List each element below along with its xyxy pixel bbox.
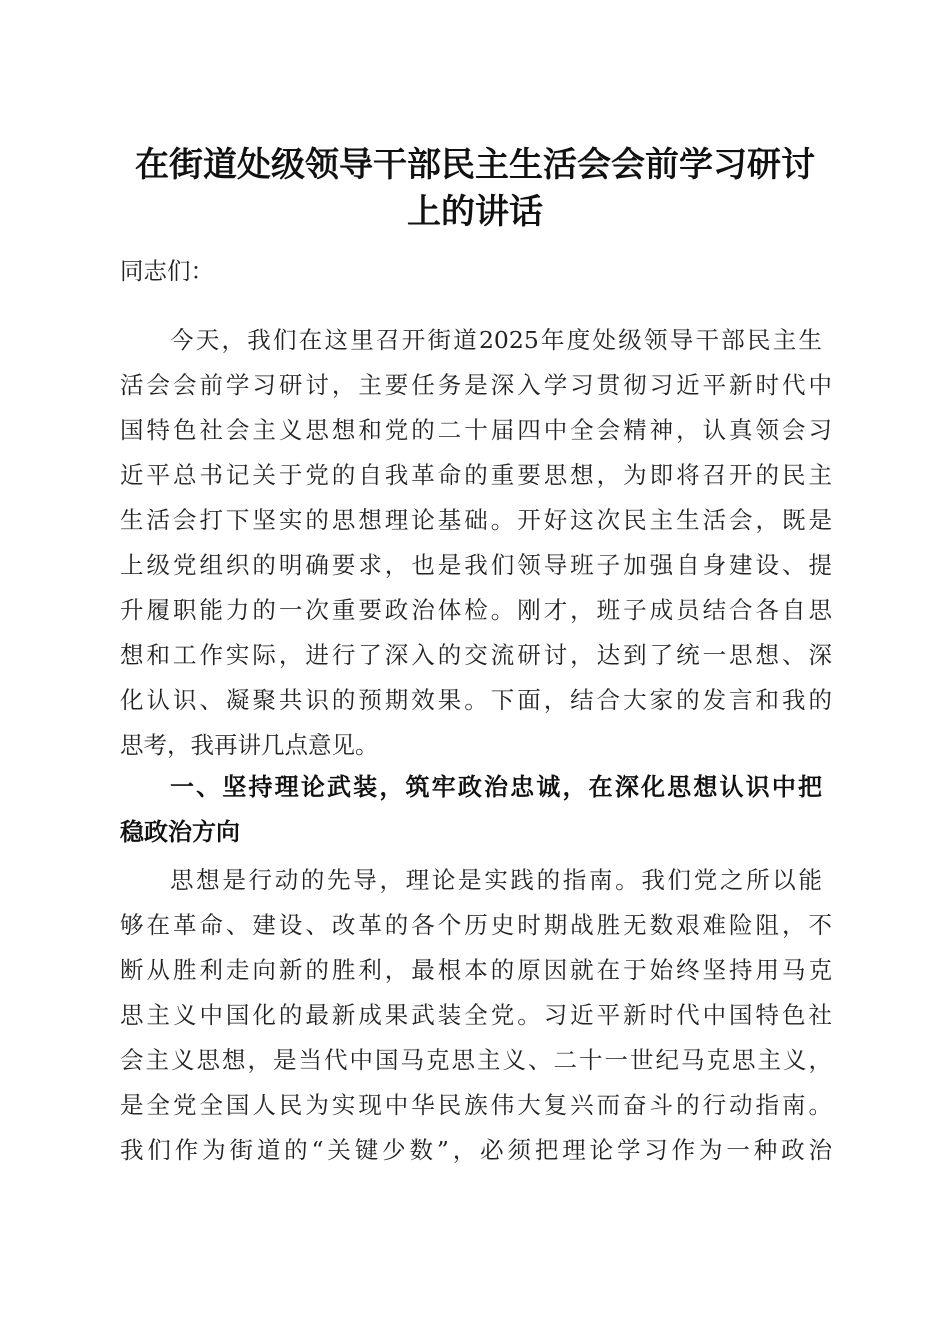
section-heading-1-line-2: 稳政治方向 xyxy=(120,818,240,846)
text-line: 我们作为街道的“关键少数”，必须把理论学习作为一种政治 xyxy=(120,1136,832,1164)
document-title-line-1: 在街道处级领导干部民主生活会会前学习研讨 xyxy=(135,145,815,185)
text-line: 思主义中国化的最新成果武装全党。习近平新时代中国特色社 xyxy=(120,1001,832,1029)
text-line: 会主义思想，是当代中国马克思主义、二十一世纪马克思主义， xyxy=(120,1046,832,1074)
text-line: 化认识、凝聚共识的预期效果。下面，结合大家的发言和我的 xyxy=(120,686,832,714)
text-line: 思想是行动的先导，理论是实践的指南。我们党之所以能 xyxy=(170,866,822,894)
text-line: 近平总书记关于党的自我革命的重要思想，为即将召开的民主 xyxy=(120,461,832,489)
text-line: 上级党组织的明确要求，也是我们领导班子加强自身建设、提 xyxy=(120,551,832,579)
text-line: 断从胜利走向新的胜利，最根本的原因就在于始终坚持用马克 xyxy=(120,956,832,984)
text-line: 思考，我再讲几点意见。 xyxy=(120,731,379,759)
text-line: 是全党全国人民为实现中华民族伟大复兴而奋斗的行动指南。 xyxy=(120,1091,832,1119)
salutation: 同志们： xyxy=(120,257,214,285)
section-heading-1-line-1: 一、坚持理论武装，筑牢政治忠诚，在深化思想认识中把 xyxy=(170,773,822,801)
text-line: 想和工作实际，进行了深入的交流研讨，达到了统一思想、深 xyxy=(120,641,832,669)
text-line: 今天，我们在这里召开街道2025年度处级领导干部民主生 xyxy=(170,326,822,354)
text-line: 够在革命、建设、改革的各个历史时期战胜无数艰难险阻，不 xyxy=(120,911,832,939)
text-line: 升履职能力的一次重要政治体检。刚才，班子成员结合各自思 xyxy=(120,596,832,624)
text-line: 生活会打下坚实的思想理论基础。开好这次民主生活会，既是 xyxy=(120,506,832,534)
text-line: 活会会前学习研讨，主要任务是深入学习贯彻习近平新时代中 xyxy=(120,371,832,399)
document-title-line-2: 上的讲话 xyxy=(407,192,543,232)
text-line: 国特色社会主义思想和党的二十届四中全会精神，认真领会习 xyxy=(120,416,832,444)
